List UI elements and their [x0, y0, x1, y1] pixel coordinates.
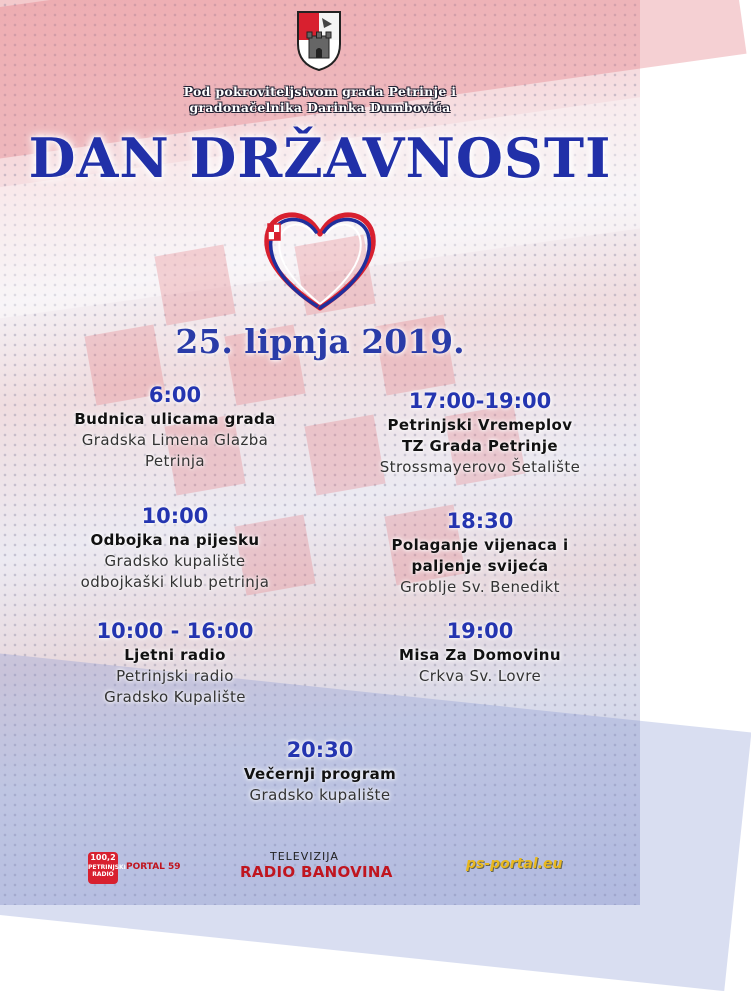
- checkerboard-square: [154, 244, 235, 325]
- tv-radio-banovina-logo: [240, 850, 400, 881]
- ps-portal-logo: ps-portal.eu: [466, 856, 563, 872]
- event-name-2: paljenje svijeća: [411, 557, 549, 575]
- event-name: Ljetni radio: [124, 646, 226, 664]
- sponsor-logos: [0, 848, 640, 888]
- event-vecernji-program: [170, 737, 470, 806]
- event-detail: Petrinjski radio: [116, 667, 234, 685]
- tv-label: TELEVIZIJA: [270, 850, 339, 863]
- petrinjski-radio-label: PETRINJSKI RADIO: [88, 864, 126, 878]
- event-odbojka: [30, 503, 320, 593]
- event-time: 6:00: [148, 383, 202, 407]
- event-name: Odbojka na pijesku: [90, 531, 260, 549]
- portal59-logo: PORTAL 59: [126, 862, 181, 872]
- event-detail: Gradsko kupalište: [104, 552, 246, 570]
- radio-banovina-label: RADIO BANOVINA: [240, 863, 393, 881]
- event-budnica: [30, 382, 320, 472]
- event-name: Večernji program: [243, 765, 397, 783]
- event-ljetni-radio: [30, 618, 320, 708]
- patron-line-2: gradonačelnika Darinka Dumbovića: [189, 100, 451, 115]
- event-misa: [330, 618, 630, 687]
- event-detail: Strossmayerovo Šetalište: [379, 458, 581, 476]
- event-time: 20:30: [286, 738, 354, 762]
- event-name-2: TZ Grada Petrinje: [402, 437, 558, 455]
- event-detail: Petrinja: [144, 452, 206, 470]
- event-detail: Gradsko Kupalište: [104, 688, 246, 706]
- event-detail: Gradska Limena Glazba: [81, 431, 269, 449]
- event-time: 18:30: [446, 509, 514, 533]
- event-vremeplov: [330, 388, 630, 478]
- page-title: DAN DRŽAVNOSTI: [28, 126, 612, 190]
- event-name: Polaganje vijenaca i: [391, 536, 569, 554]
- patron-line-1: Pod pokroviteljstvom grada Petrinje i: [183, 84, 457, 99]
- event-name: Misa Za Domovinu: [399, 646, 561, 664]
- event-time: 17:00-19:00: [408, 389, 552, 413]
- event-time: 19:00: [446, 619, 514, 643]
- event-date: 25. lipnja 2019.: [175, 322, 465, 361]
- event-name: Petrinjski Vremeplov: [387, 416, 573, 434]
- ribbon-heart-icon: [258, 204, 382, 314]
- petrinja-coat-of-arms-icon: [296, 10, 342, 72]
- event-polaganje: [330, 508, 630, 598]
- event-time: 10:00 - 16:00: [96, 619, 254, 643]
- petrinjski-radio-logo: [88, 852, 126, 884]
- event-detail: Groblje Sv. Benedikt: [400, 578, 560, 596]
- event-detail: Gradsko kupalište: [249, 786, 391, 804]
- event-name: Budnica ulicama grada: [74, 410, 276, 428]
- radio-frequency: 100,2: [90, 853, 116, 862]
- event-detail: odbojkaški klub petrinja: [80, 573, 270, 591]
- event-detail: Crkva Sv. Lovre: [418, 667, 542, 685]
- event-time: 10:00: [141, 504, 209, 528]
